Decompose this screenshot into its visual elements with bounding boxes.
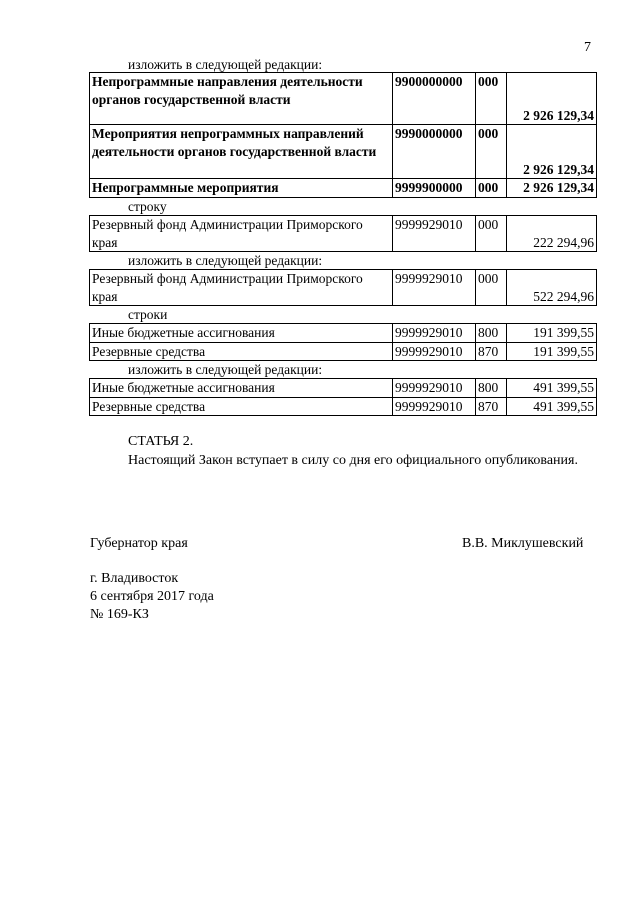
row-amount: 2 926 129,34 <box>507 179 597 198</box>
table-new-fund <box>89 269 597 306</box>
row-name: Иные бюджетные ассигнования <box>90 324 393 343</box>
table-row <box>90 397 597 416</box>
row-type: 000 <box>476 125 507 179</box>
row-name: Иные бюджетные ассигнования <box>90 379 393 398</box>
row-type: 870 <box>476 397 507 416</box>
row-amount: 491 399,55 <box>507 379 597 398</box>
row-name: Непрограммные мероприятия <box>90 179 393 198</box>
row-name: Резервный фонд Администрации Приморского края <box>90 270 393 306</box>
signature-position: Губернатор края <box>90 536 188 551</box>
row-amount: 491 399,55 <box>507 397 597 416</box>
row-code: 9999929010 <box>393 342 476 361</box>
row-amount: 191 399,55 <box>507 342 597 361</box>
row-type: 000 <box>476 270 507 306</box>
row-code: 9999900000 <box>393 179 476 198</box>
footer-city: г. Владивосток <box>90 571 179 586</box>
row-name: Резервные средства <box>90 397 393 416</box>
table-new-bold <box>89 72 597 198</box>
row-name: Резервный фонд Администрации Приморского края <box>90 216 393 252</box>
row-amount: 222 294,96 <box>507 216 597 252</box>
signature-name: В.В. Миклушевский <box>462 536 584 551</box>
row-type: 000 <box>476 216 507 252</box>
row-code: 9900000000 <box>393 73 476 125</box>
row-amount: 2 926 129,34 <box>507 125 597 179</box>
row-type: 000 <box>476 179 507 198</box>
row-type: 800 <box>476 324 507 343</box>
table-row <box>90 216 597 252</box>
table-row <box>90 125 597 179</box>
footer-number: № 169-КЗ <box>90 607 149 622</box>
row-amount: 522 294,96 <box>507 270 597 306</box>
line-label: строку <box>128 199 167 214</box>
row-code: 9999929010 <box>393 379 476 398</box>
lines-label: строки <box>128 307 168 322</box>
row-type: 870 <box>476 342 507 361</box>
row-code: 9999929010 <box>393 216 476 252</box>
row-code: 9990000000 <box>393 125 476 179</box>
table-old-fund <box>89 215 597 252</box>
row-amount: 191 399,55 <box>507 324 597 343</box>
row-name: Непрограммные направления деятельности органов государственной власти <box>90 73 393 125</box>
footer-date: 6 сентября 2017 года <box>90 589 214 604</box>
footer-block <box>90 570 214 624</box>
article-text: Настоящий Закон вступает в силу со дня его официального опубликования. <box>128 453 578 468</box>
table-row <box>90 379 597 398</box>
row-code: 9999929010 <box>393 324 476 343</box>
table-row <box>90 342 597 361</box>
table-new-lines <box>89 378 597 416</box>
row-type: 000 <box>476 73 507 125</box>
row-name: Мероприятия непрограммных направлений деятельности органов государственной власти <box>90 125 393 179</box>
page-number: 7 <box>584 40 591 55</box>
row-code: 9999929010 <box>393 270 476 306</box>
row-code: 9999929010 <box>393 397 476 416</box>
table-row <box>90 73 597 125</box>
edit-label-2: изложить в следующей редакции: <box>128 253 323 268</box>
row-name: Резервные средства <box>90 342 393 361</box>
row-amount: 2 926 129,34 <box>507 73 597 125</box>
table-row <box>90 270 597 306</box>
row-type: 800 <box>476 379 507 398</box>
table-row <box>90 179 597 198</box>
edit-label-3: изложить в следующей редакции: <box>128 362 323 377</box>
edit-label-1: изложить в следующей редакции: <box>128 57 323 72</box>
table-row <box>90 324 597 343</box>
table-old-lines <box>89 323 597 361</box>
article-title: СТАТЬЯ 2. <box>128 434 194 449</box>
